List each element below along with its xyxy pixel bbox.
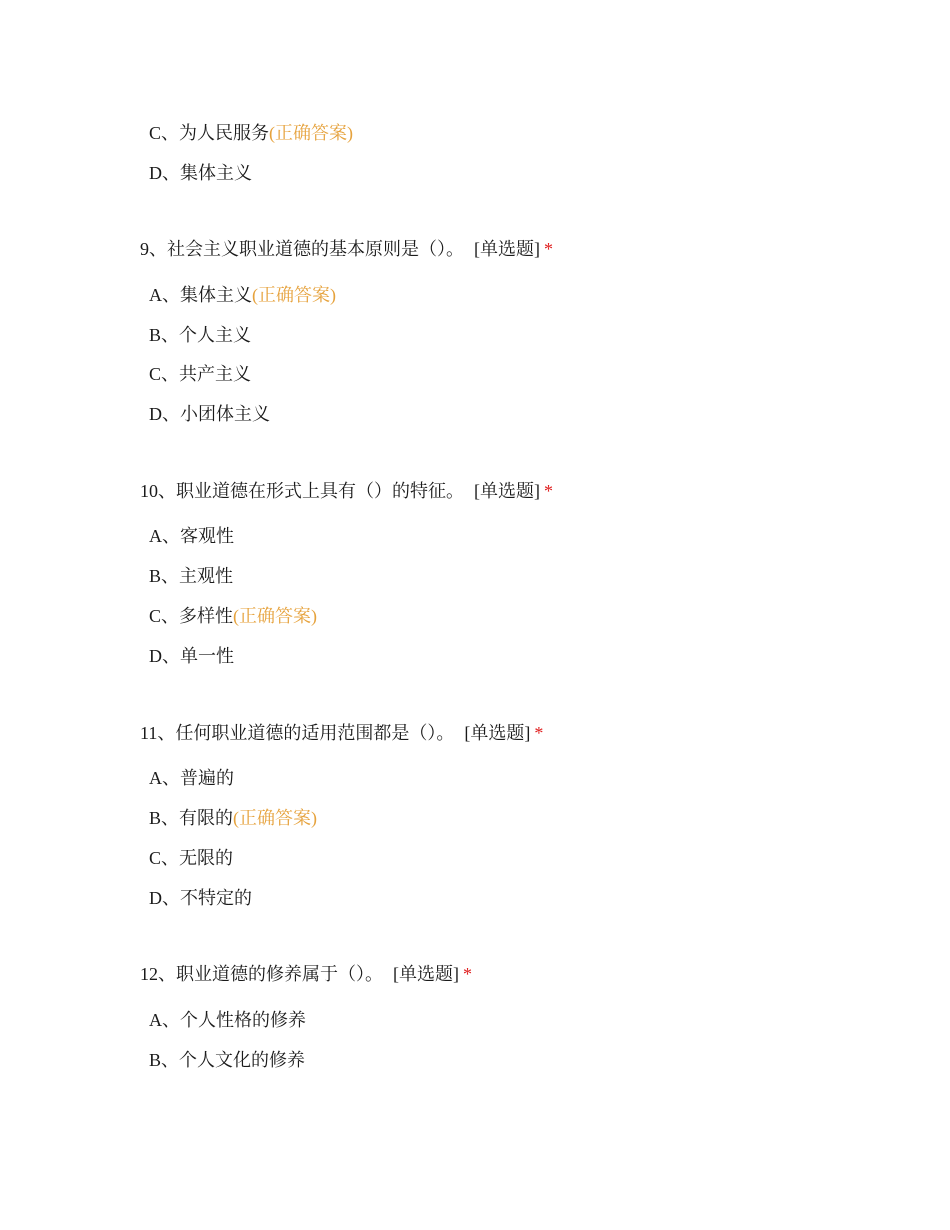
option-text: 客观性 (180, 526, 234, 546)
option-text: 小团体主义 (180, 404, 270, 424)
option-letter: B、 (149, 325, 180, 345)
q10-option-d (149, 642, 234, 670)
question-type-tag: [单选题] (393, 964, 459, 984)
correct-answer-marker: (正确答案) (233, 808, 318, 828)
correct-answer-marker: (正确答案) (233, 606, 318, 626)
required-marker: * (544, 481, 553, 501)
option-text: 无限的 (179, 848, 234, 868)
option-text: 集体主义 (180, 163, 252, 183)
option-letter: C、 (149, 848, 180, 868)
required-marker: * (544, 239, 553, 259)
option-text: 集体主义 (180, 285, 252, 305)
option-letter: A、 (149, 1010, 180, 1030)
q10-option-b (149, 562, 233, 590)
q11-option-d (149, 884, 252, 912)
option-letter: D、 (149, 404, 180, 424)
q11-title (140, 719, 543, 747)
option-letter: A、 (149, 768, 180, 788)
q11-option-c (149, 844, 233, 872)
option-text: 不特定的 (180, 888, 252, 908)
option-text: 个人性格的修养 (180, 1010, 306, 1030)
option-letter: D、 (149, 888, 180, 908)
correct-answer-marker: (正确答案) (269, 123, 354, 143)
option-text: 主观性 (179, 566, 234, 586)
question-type-tag: [单选题] (464, 723, 531, 743)
option-text: 有限的 (179, 808, 234, 828)
q12-option-b (149, 1046, 305, 1074)
question-text: 12、职业道德的修养属于（）。 (140, 964, 383, 984)
required-marker: * (534, 723, 544, 743)
option-letter: B、 (149, 1050, 180, 1070)
q9-option-a (149, 281, 336, 309)
option-text: 个人主义 (179, 325, 252, 345)
q11-option-a (149, 764, 234, 792)
option-letter: A、 (149, 285, 180, 305)
option-letter: A、 (149, 526, 180, 546)
option-letter: D、 (149, 163, 180, 183)
q10-option-a (149, 522, 234, 550)
option-letter: C、 (149, 364, 180, 384)
q8-option-c (149, 119, 353, 147)
q12-title (140, 960, 472, 988)
question-text: 9、社会主义职业道德的基本原则是（）。 (140, 239, 464, 259)
q11-option-b (149, 804, 317, 832)
q9-option-d (149, 400, 270, 428)
option-text: 普遍的 (180, 768, 234, 788)
question-text: 10、职业道德在形式上具有（）的特征。 (140, 481, 464, 501)
option-text: 为人民服务 (179, 123, 270, 143)
option-letter: B、 (149, 808, 180, 828)
option-text: 共产主义 (179, 364, 252, 384)
question-type-tag: [单选题] (474, 239, 540, 259)
q12-option-a (149, 1006, 306, 1034)
option-letter: B、 (149, 566, 180, 586)
option-letter: C、 (149, 123, 180, 143)
option-letter: D、 (149, 646, 180, 666)
option-text: 单一性 (180, 646, 234, 666)
question-type-tag: [单选题] (474, 481, 540, 501)
q10-option-c (149, 602, 317, 630)
q9-option-c (149, 360, 251, 388)
q9-option-b (149, 321, 251, 349)
option-text: 多样性 (179, 606, 234, 626)
option-letter: C、 (149, 606, 180, 626)
question-text: 11、任何职业道德的适用范围都是（）。 (140, 723, 455, 743)
q8-option-d (149, 159, 252, 187)
q9-title (140, 235, 553, 263)
option-text: 个人文化的修养 (179, 1050, 306, 1070)
correct-answer-marker: (正确答案) (252, 285, 336, 305)
required-marker: * (463, 964, 472, 984)
q10-title (140, 477, 553, 505)
